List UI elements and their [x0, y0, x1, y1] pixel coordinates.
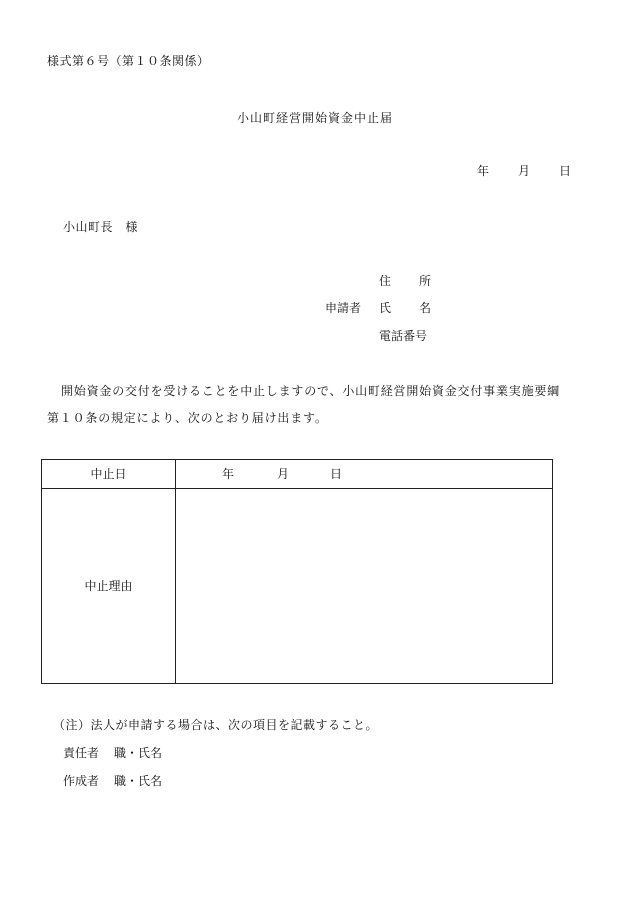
- table-column-divider: [175, 460, 176, 683]
- stop-date-year: 年: [222, 467, 235, 481]
- preparer-value: 職・氏名: [114, 774, 163, 788]
- address-label: [379, 273, 431, 289]
- date-year-label: 年: [477, 164, 490, 178]
- stop-date-month: 月: [277, 467, 290, 481]
- responsible-value: 職・氏名: [114, 746, 163, 760]
- name-label-char-2: 名: [418, 301, 431, 315]
- address-label-char-1: 住: [379, 274, 392, 288]
- preparer-label: 作成者: [63, 774, 100, 788]
- stop-date-day: 日: [330, 467, 343, 481]
- table-row-divider: [42, 488, 552, 489]
- name-label: [379, 300, 431, 316]
- name-label-char-1: 氏: [379, 301, 392, 315]
- date-day-label: 日: [559, 164, 572, 178]
- stop-reason-label: 中止理由: [84, 579, 133, 593]
- responsible-label: 責任者: [63, 746, 100, 760]
- body-text-line-2: 第１０条の規定により、次のとおり届け出ます。: [47, 411, 328, 425]
- document-title: 小山町経営開始資金中止届: [236, 111, 393, 125]
- stop-info-table: [41, 459, 553, 684]
- body-text-line-1: 開始資金の交付を受けることを中止しますので、小山町経営開始資金交付事業実施要綱: [61, 384, 560, 398]
- address-label-char-2: 所: [418, 274, 431, 288]
- applicant-label: 申請者: [325, 301, 362, 315]
- note-text: （注）法人が申請する場合は、次の項目を記載すること。: [53, 718, 379, 732]
- date-month-label: 月: [518, 164, 531, 178]
- form-number: 様式第６号（第１０条関係）: [47, 54, 210, 68]
- stop-date-label: 中止日: [90, 467, 127, 481]
- phone-label: 電話番号: [379, 329, 428, 343]
- addressee: 小山町長 様: [63, 220, 139, 234]
